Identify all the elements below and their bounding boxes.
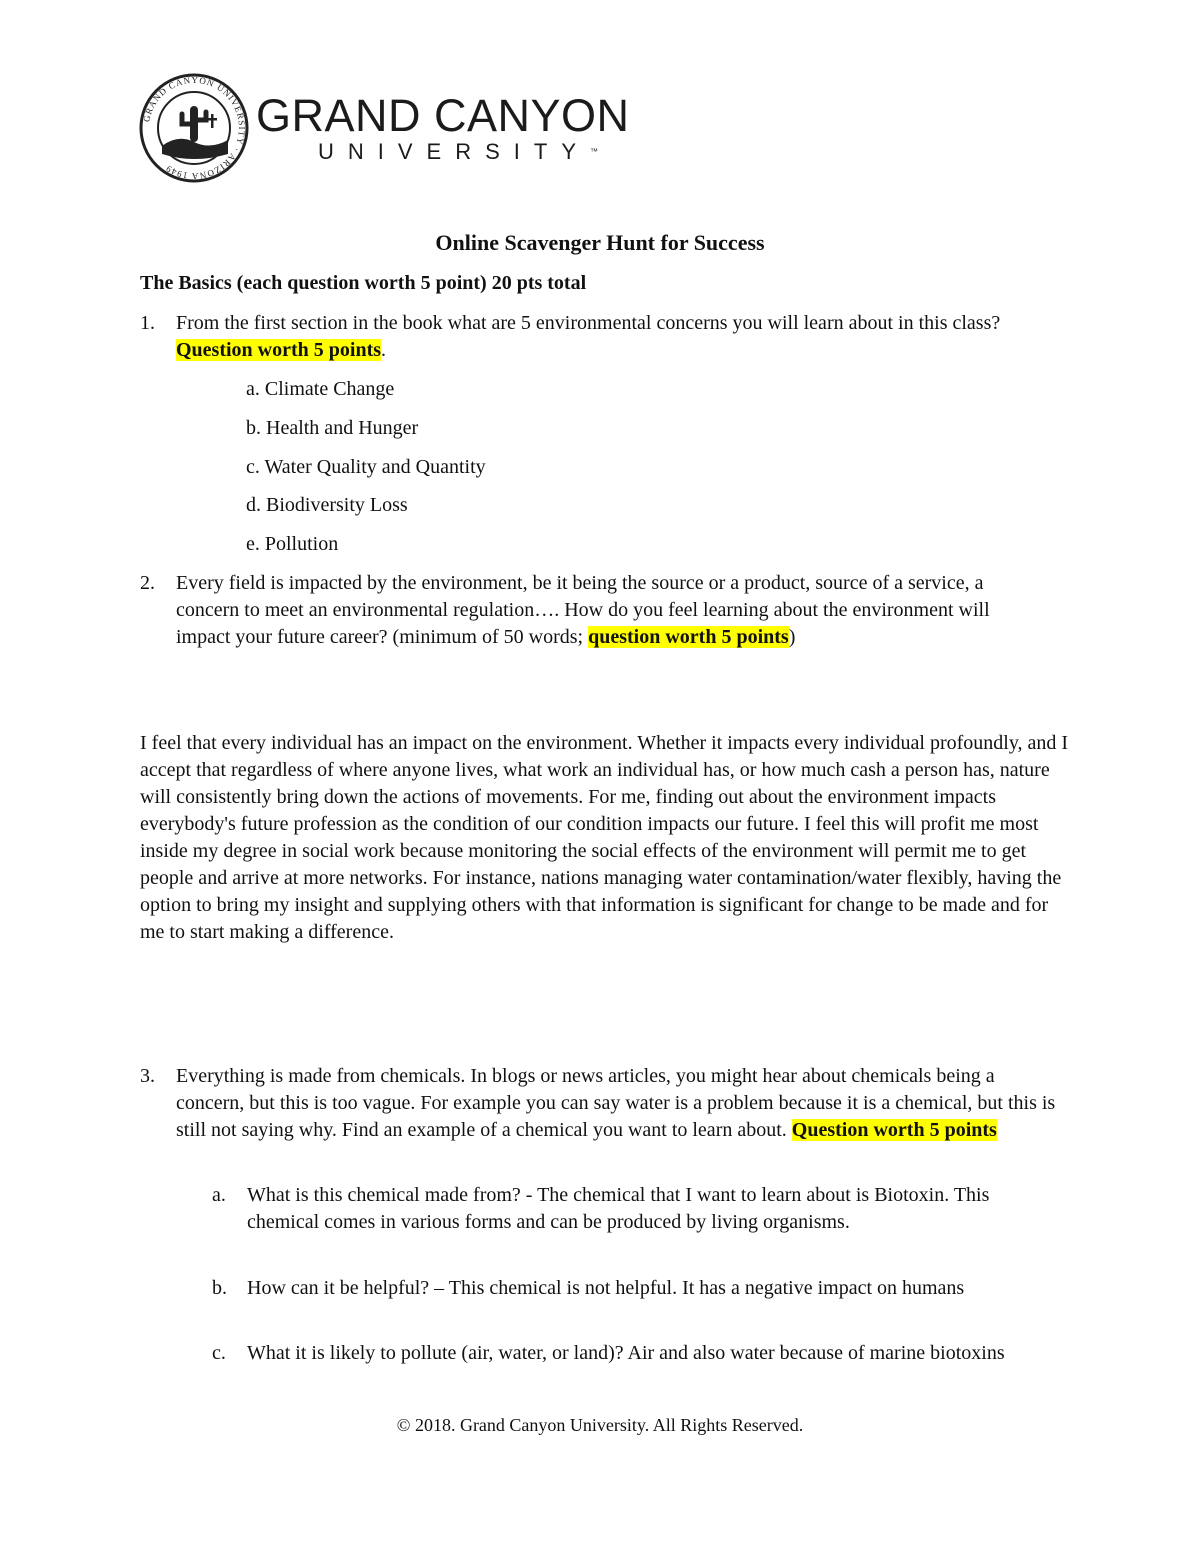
list-item bbox=[212, 1275, 1057, 1302]
question-text: Everything is made from chemicals. In blogs or news articles, you might hear about chemicals being a concern, but this is too vague. For example you can say water is a problem because it is a chemical, but this is still not saying why. Find an example of a chemical you want to learn about. Question worth 5 points bbox=[176, 1065, 1056, 1141]
question-1 bbox=[140, 310, 1056, 364]
question-number: 2. bbox=[140, 572, 155, 594]
list-item: a. Climate Change bbox=[246, 378, 395, 400]
svg-text:GRAND CANYON UNIVERSITY · ARIZ: GRAND CANYON UNIVERSITY · ARIZONA 1949 bbox=[141, 74, 248, 182]
question-text: From the first section in the book what are 5 environmental concerns you will learn about in this class? Question worth 5 points. bbox=[176, 312, 1001, 361]
wordmark-bottom: UNIVERSITY™ bbox=[318, 139, 599, 164]
question-2 bbox=[140, 570, 1044, 651]
item-text: How can it be helpful? – This chemical is not helpful. It has a negative impact on humans bbox=[247, 1277, 965, 1299]
item-label: c. bbox=[212, 1342, 226, 1364]
item-label: a. bbox=[212, 1184, 226, 1206]
points-highlight: Question worth 5 points bbox=[176, 339, 382, 361]
trademark-symbol: ™ bbox=[590, 147, 599, 156]
list-item bbox=[212, 1182, 1057, 1236]
answer-paragraph: I feel that every individual has an impact on the environment. Whether it impacts every individual profoundly, and I accept that regardless of where anyone lives, what work an individual has, or how much cash a person has, nature will consistently bring down the actions of movements. For me, finding out about the environment impacts everybody's future profession as the condition of our condition impacts our future. I feel this will profit me most inside my degree in social work because monitoring the social effects of the environment will permit me to get people and arrive at more networks. For instance, nations managing water contamination/water flexibly, having the option to bring my insight and supplying others with that information is significant for change to be made and for me to start making a difference. bbox=[140, 732, 1069, 943]
copyright-footer: © 2018. Grand Canyon University. All Rights Reserved. bbox=[396, 1415, 804, 1435]
list-item: c. Water Quality and Quantity bbox=[246, 456, 486, 478]
wordmark-top: GRAND CANYON bbox=[256, 90, 630, 141]
points-highlight: question worth 5 points bbox=[588, 626, 789, 648]
item-text: What it is likely to pollute (air, water, or land)? Air and also water because of marine biotoxins bbox=[247, 1342, 1005, 1364]
university-logo bbox=[138, 72, 630, 184]
question-text: Every field is impacted by the environment, be it being the source or a product, source of a service, a concern to meet an environmental regulation…. How do you feel learning about the environment will impact your future career? (minimum of 50 words; question worth 5 points) bbox=[176, 572, 990, 648]
university-seal-icon bbox=[138, 72, 250, 184]
question-number: 3. bbox=[140, 1065, 155, 1087]
list-item bbox=[212, 1340, 1057, 1367]
list-item: d. Biodiversity Loss bbox=[246, 494, 408, 516]
page-title: Online Scavenger Hunt for Success bbox=[435, 230, 765, 255]
section-heading: The Basics (each question worth 5 point) 20 pts total bbox=[140, 272, 587, 294]
question-number: 1. bbox=[140, 312, 155, 334]
list-item: b. Health and Hunger bbox=[246, 417, 419, 439]
item-label: b. bbox=[212, 1277, 227, 1299]
question-3 bbox=[140, 1063, 1056, 1144]
list-item: e. Pollution bbox=[246, 533, 339, 555]
points-highlight: Question worth 5 points bbox=[791, 1119, 997, 1141]
university-wordmark bbox=[256, 90, 630, 164]
item-text: What is this chemical made from? - The chemical that I want to learn about is Biotoxin. This chemical comes in various forms and can be produced by living organisms. bbox=[247, 1184, 990, 1233]
